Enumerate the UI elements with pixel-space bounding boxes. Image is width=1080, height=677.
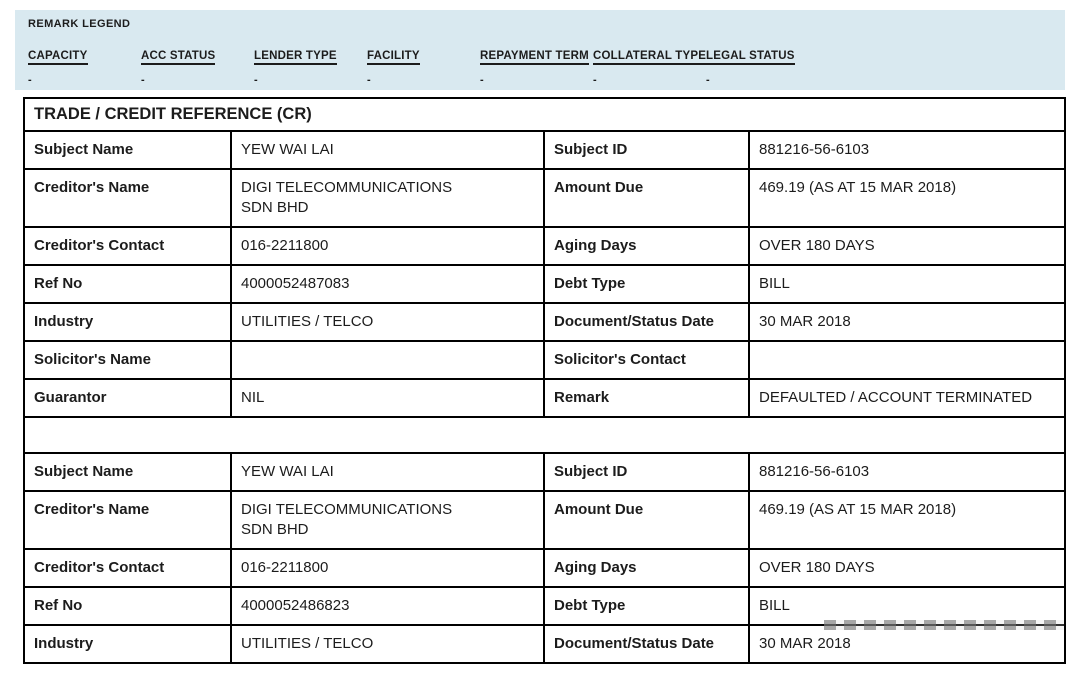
remark-legend-title: REMARK LEGEND: [28, 18, 131, 30]
field-label-right: Remark: [544, 379, 749, 417]
field-value-left: [231, 549, 544, 587]
field-label-left: Solicitor's Name: [24, 341, 231, 379]
legend-column-label: ACC STATUS: [141, 50, 215, 65]
legend-column: [480, 46, 593, 86]
legend-column: [367, 46, 480, 86]
field-value-right: [749, 341, 1065, 379]
remark-legend-columns: [28, 46, 1065, 86]
field-value-left-text: DIGI TELECOMMUNICATIONS SDN BHD: [241, 179, 453, 216]
field-label-right: Aging Days: [544, 227, 749, 265]
field-label-left: Subject Name: [24, 131, 231, 169]
field-label-left: Subject Name: [24, 453, 231, 491]
trade-credit-reference-table: [23, 97, 1066, 664]
field-value-left: [231, 265, 544, 303]
field-label-right: Amount Due: [544, 491, 749, 549]
remark-legend-panel: [15, 10, 1065, 90]
legend-column: [706, 46, 819, 86]
field-value-left-text: 016-2211800: [241, 559, 329, 576]
field-label-left: Creditor's Contact: [24, 227, 231, 265]
field-value-left: [231, 169, 544, 227]
field-label-right: Debt Type: [544, 587, 749, 625]
table-row: [24, 587, 1065, 625]
legend-column: [28, 46, 141, 86]
field-label-left: Industry: [24, 625, 231, 663]
field-value-left-text: UTILITIES / TELCO: [241, 635, 374, 652]
field-label-left: Creditor's Name: [24, 169, 231, 227]
table-row: [24, 169, 1065, 227]
field-value-left-text: 016-2211800: [241, 237, 329, 254]
field-value-right: 469.19 (AS AT 15 MAR 2018): [749, 491, 1065, 549]
table-row: [24, 491, 1065, 549]
field-value-left-text: YEW WAI LAI: [241, 463, 334, 480]
legend-column-label: LENDER TYPE: [254, 50, 337, 65]
field-label-right: Subject ID: [544, 453, 749, 491]
field-value-right: BILL: [749, 265, 1065, 303]
legend-column-label: REPAYMENT TERM: [480, 50, 589, 65]
field-value-left: [231, 341, 544, 379]
table-row: [24, 303, 1065, 341]
legend-column-value: -: [254, 74, 258, 86]
field-label-right: Amount Due: [544, 169, 749, 227]
field-value-left: [231, 131, 544, 169]
table-row: [24, 265, 1065, 303]
field-value-right: 469.19 (AS AT 15 MAR 2018): [749, 169, 1065, 227]
legend-column: [254, 46, 367, 86]
field-value-right: 881216-56-6103: [749, 453, 1065, 491]
table-row: [24, 625, 1065, 663]
legend-column-value: -: [480, 74, 484, 86]
field-label-right: Debt Type: [544, 265, 749, 303]
field-value-right: 881216-56-6103: [749, 131, 1065, 169]
field-value-left-text: YEW WAI LAI: [241, 141, 334, 158]
field-value-left-text: UTILITIES / TELCO: [241, 313, 374, 330]
field-label-right: Document/Status Date: [544, 625, 749, 663]
legend-column-label: CAPACITY: [28, 50, 88, 65]
legend-column-label: LEGAL STATUS: [706, 50, 795, 65]
field-label-left: Ref No: [24, 587, 231, 625]
legend-column-value: -: [706, 74, 710, 86]
field-label-left: Ref No: [24, 265, 231, 303]
table-row: [24, 453, 1065, 491]
table-title-row: [24, 98, 1065, 131]
legend-column: [141, 46, 254, 86]
table-row: [24, 227, 1065, 265]
field-value-left: [231, 227, 544, 265]
legend-column-value: -: [593, 74, 597, 86]
field-value-left: [231, 625, 544, 663]
table-row: [24, 341, 1065, 379]
field-label-left: Industry: [24, 303, 231, 341]
field-value-left: [231, 491, 544, 549]
field-value-right: 30 MAR 2018: [749, 625, 1065, 663]
record-spacer-row: [24, 417, 1065, 453]
field-value-right: 30 MAR 2018: [749, 303, 1065, 341]
table-title: TRADE / CREDIT REFERENCE (CR): [24, 98, 1065, 131]
field-label-left: Guarantor: [24, 379, 231, 417]
field-value-left: [231, 379, 544, 417]
legend-column: [593, 46, 706, 86]
table-row: [24, 379, 1065, 417]
field-label-left: Creditor's Name: [24, 491, 231, 549]
field-value-left-text: 4000052486823: [241, 597, 350, 614]
field-value-right: DEFAULTED / ACCOUNT TERMINATED: [749, 379, 1065, 417]
field-value-left: [231, 303, 544, 341]
field-label-right: Subject ID: [544, 131, 749, 169]
field-value-left-text: DIGI TELECOMMUNICATIONS SDN BHD: [241, 501, 453, 538]
field-value-left: [231, 587, 544, 625]
legend-column-value: -: [367, 74, 371, 86]
field-label-right: Solicitor's Contact: [544, 341, 749, 379]
legend-column-label: FACILITY: [367, 50, 420, 65]
table-row: [24, 549, 1065, 587]
field-value-right: OVER 180 DAYS: [749, 549, 1065, 587]
legend-column-value: -: [28, 74, 32, 86]
field-value-left-text: 4000052487083: [241, 275, 350, 292]
field-label-right: Aging Days: [544, 549, 749, 587]
field-label-left: Creditor's Contact: [24, 549, 231, 587]
table-row: [24, 131, 1065, 169]
field-label-right: Document/Status Date: [544, 303, 749, 341]
record-spacer-cell: [24, 417, 1065, 453]
legend-column-value: -: [141, 74, 145, 86]
field-value-right: OVER 180 DAYS: [749, 227, 1065, 265]
legend-column-label: COLLATERAL TYPE: [593, 50, 706, 65]
field-value-right: BILL: [749, 587, 1065, 625]
field-value-left: [231, 453, 544, 491]
field-value-left-text: NIL: [241, 389, 265, 406]
